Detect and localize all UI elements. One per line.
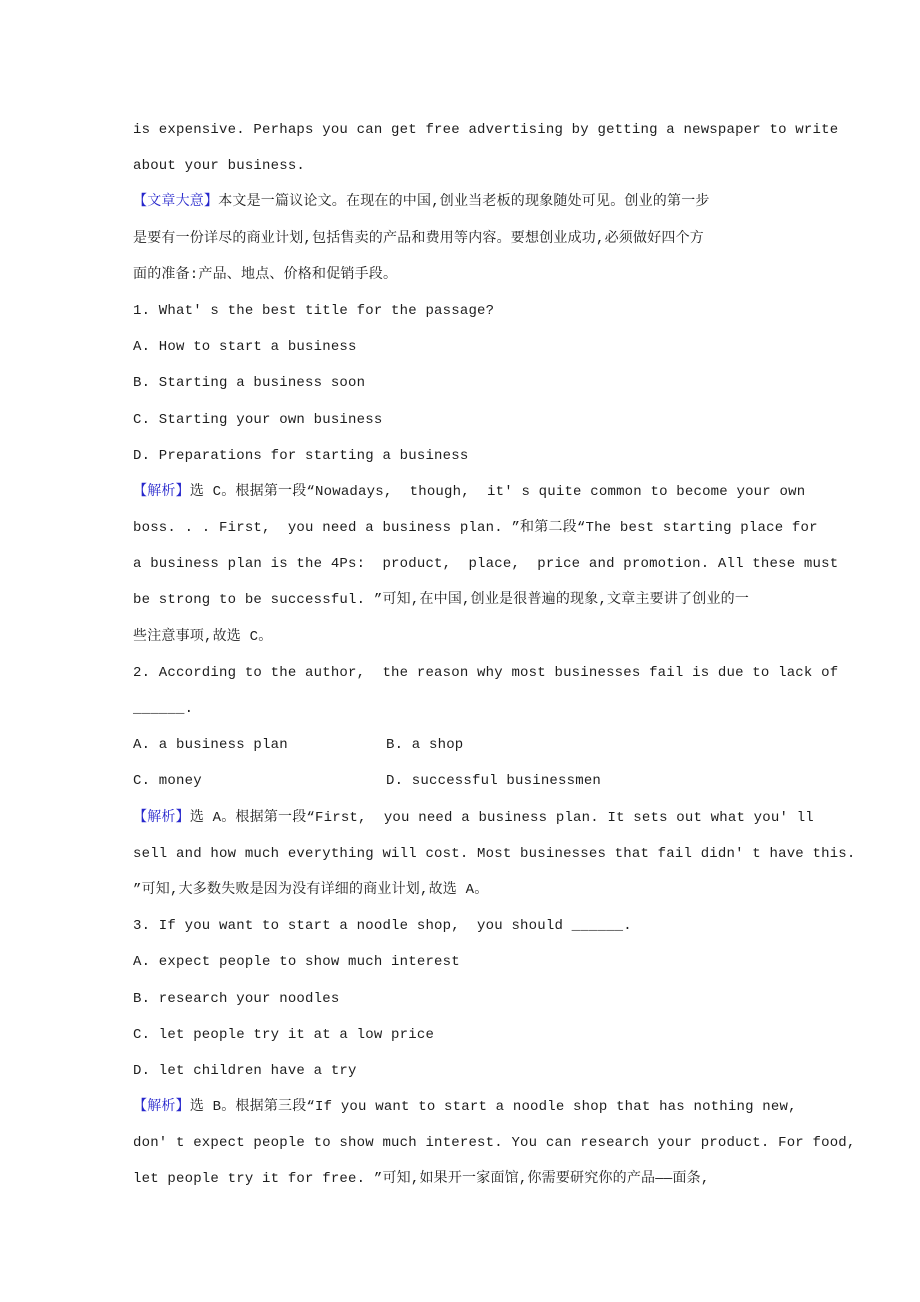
question-1-option-c [133,402,833,438]
line-text: about your business. [133,158,306,175]
question-1-stem [133,293,833,329]
question-2-options-row [133,727,833,763]
line-text: C. let people try it at a low price [133,1026,435,1043]
line-text: D. Preparations for starting a business [133,447,469,464]
analysis-1-line [133,546,839,582]
line-text: sell and how much everything will cost. Most businesses that fail didn' t have this. [133,845,856,862]
line-text: 选 B。根据第三段“If you want to start a noodle shop that has nothing new, [189,1099,797,1116]
summary-line [133,257,833,293]
line-text: 本文是一篇议论文。在现在的中国,创业当老板的现象随处可见。创业的第一步 [218,194,710,211]
line-text: let people try it for free. ”可知,如果开一家面馆,你需要研究你的产品——面条, [133,1171,710,1188]
analysis-2-line [133,872,833,908]
analysis-1-line [133,474,833,510]
line-text: ______. [133,701,194,717]
line-text: A. How to start a business [133,339,357,356]
question-1-option-d [133,438,833,474]
question-2-stem [133,655,839,691]
line-text: don' t expect people to show much interest. You can research your product. For food, [133,1135,856,1152]
question-1-option-a [133,329,833,365]
question-3-option-b [133,981,833,1017]
line-text: C. Starting your own business [133,411,383,428]
line-text: 3. If you want to start a noodle shop, you should ______. [133,918,632,935]
summary-line [133,184,833,220]
analysis-3-line [133,1161,833,1197]
line-text: 些注意事项,故选 C。 [133,628,273,645]
analysis-3-line [133,1089,833,1125]
line-text: 面的准备:产品、地点、价格和促销手段。 [133,266,398,283]
question-3-option-c [133,1017,833,1053]
summary-line [133,221,833,257]
line-text: 1. What' s the best title for the passage? [133,302,495,319]
passage-line [133,148,833,184]
line-text: boss. . . First, you need a business plan. ”和第二段“The best starting place for [133,520,818,537]
question-2-options-row [133,763,833,799]
analysis-1-line [133,582,833,618]
line-text: is expensive. Perhaps you can get free advertising by getting a newspaper to write [133,122,839,138]
line-text: 选 C。根据第一段“Nowadays, though, it' s quite common to become your own [189,483,806,500]
analysis-1-line [133,510,833,546]
question-2-blank [133,691,833,727]
line-text: 2. According to the author, the reason why most businesses fail is due to lack of [133,664,839,681]
question-3-option-d [133,1053,833,1089]
question-2-option-a: A. a business plan [133,737,288,754]
analysis-3-line [133,1125,856,1161]
passage-line [133,112,839,148]
line-text: be strong to be successful. ”可知,在中国,创业是很普遍的现象,文章主要讲了创业的一 [133,592,750,609]
question-2-option-c: C. money [133,773,202,790]
line-text: B. Starting a business soon [133,375,366,392]
line-text: a business plan is the 4Ps: product, place, price and promotion. All these must [133,556,839,573]
analysis-2-line [133,836,856,872]
question-2-option-b: B. a shop [386,737,464,754]
question-3-stem [133,908,833,944]
analysis-tag: 【解析】 [133,1099,190,1116]
line-text: A. expect people to show much interest [133,954,460,971]
line-text: 选 A。根据第一段“First, you need a business plan. It sets out what you' ll [189,809,814,826]
question-1-option-b [133,365,833,401]
analysis-2-line [133,800,833,836]
analysis-tag: 【解析】 [133,483,190,500]
question-3-option-a [133,944,833,980]
line-text: ”可知,大多数失败是因为没有详细的商业计划,故选 A。 [133,881,489,898]
line-text: D. let children have a try [133,1062,357,1079]
analysis-1-line [133,619,833,655]
line-text: B. research your noodles [133,990,340,1007]
question-2-option-d: D. successful businessmen [386,773,602,790]
summary-tag: 【文章大意】 [133,194,219,211]
analysis-tag: 【解析】 [133,809,190,826]
line-text: 是要有一份详尽的商业计划,包括售卖的产品和费用等内容。要想创业成功,必须做好四个方 [133,230,705,247]
